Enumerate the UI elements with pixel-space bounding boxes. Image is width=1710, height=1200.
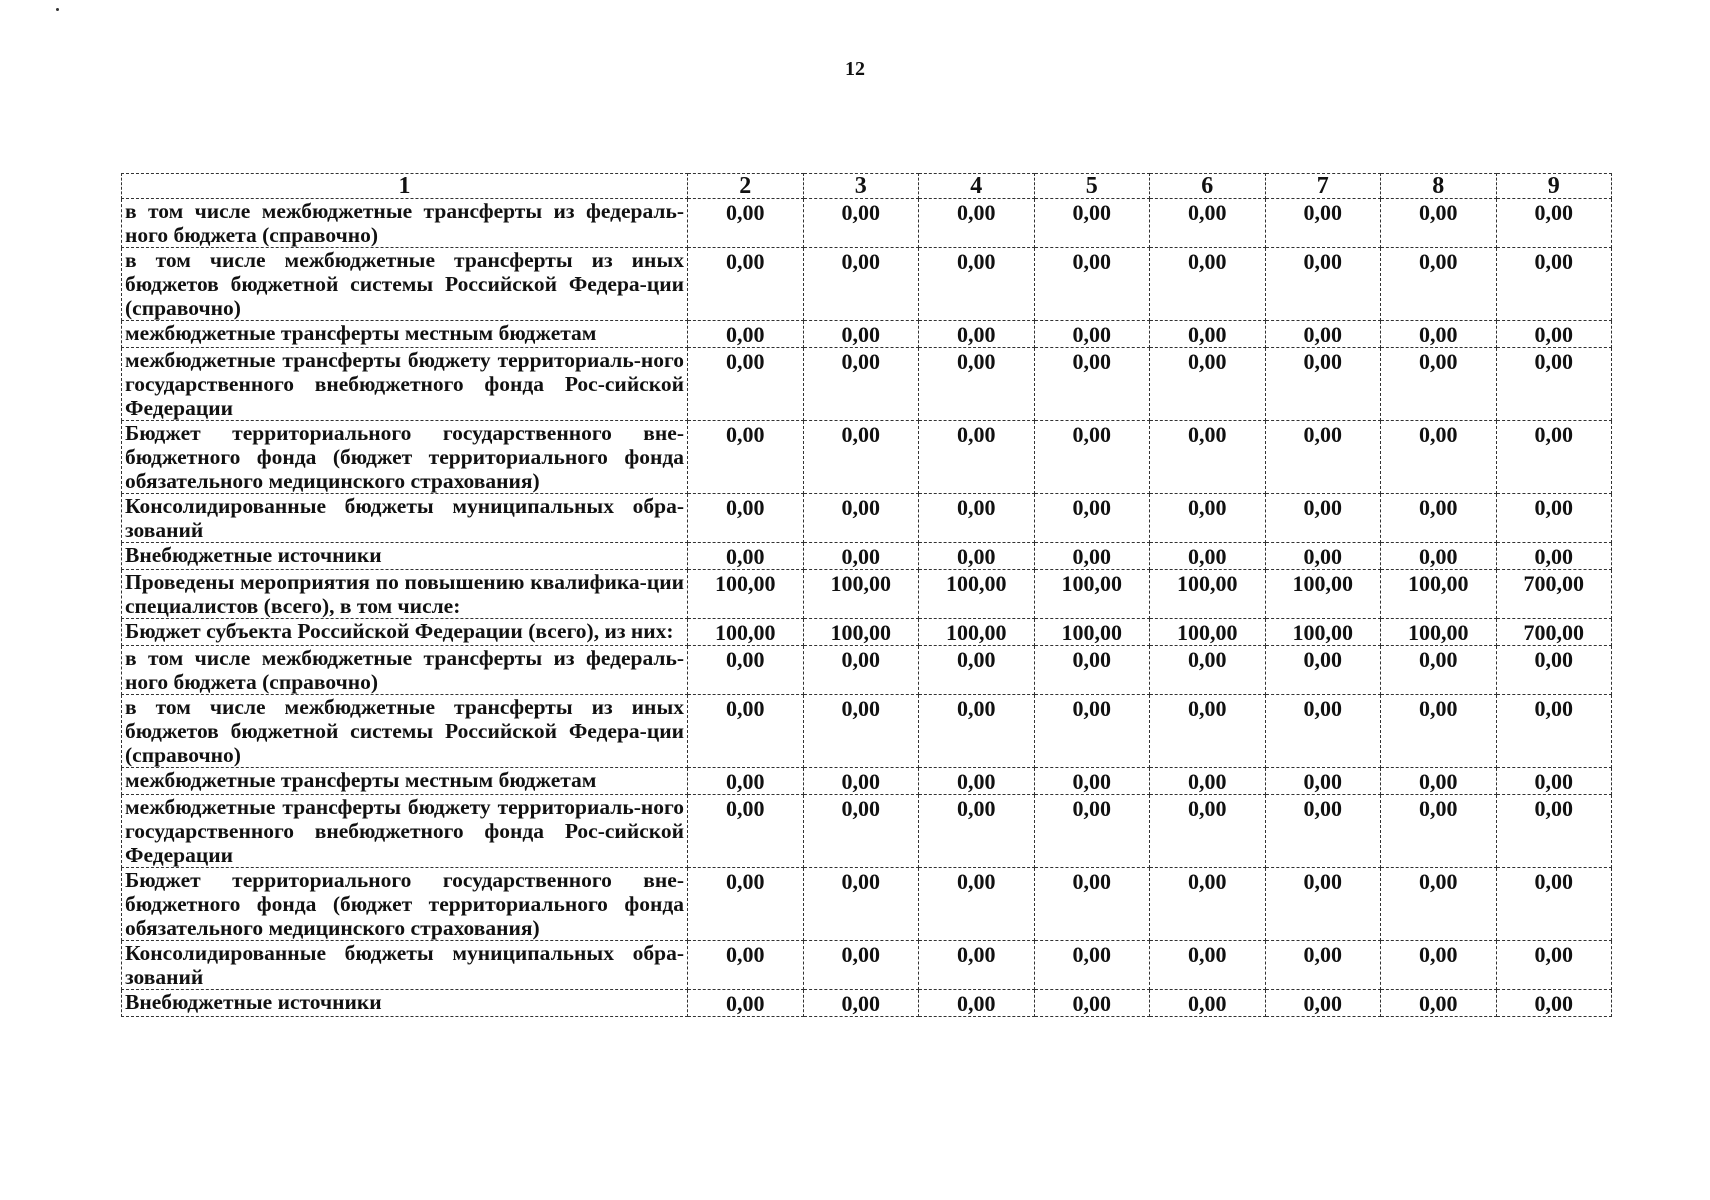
cell-value: 0,00	[803, 868, 919, 941]
cell-value: 0,00	[1381, 868, 1497, 941]
cell-value: 0,00	[688, 695, 804, 768]
cell-value: 0,00	[803, 768, 919, 795]
cell-value: 0,00	[688, 941, 804, 990]
cell-value: 0,00	[1496, 795, 1612, 868]
cell-value: 0,00	[803, 990, 919, 1017]
column-header-1: 1	[122, 174, 688, 199]
table-row	[122, 619, 1612, 646]
cell-value: 0,00	[1034, 990, 1150, 1017]
cell-value: 0,00	[1150, 421, 1266, 494]
budget-table	[121, 173, 1612, 1017]
cell-value: 0,00	[803, 646, 919, 695]
row-label: Проведены мероприятия по повышению квалифика-ции специалистов (всего), в том числе:	[122, 570, 688, 619]
cell-value: 0,00	[1496, 199, 1612, 248]
cell-value: 0,00	[1034, 248, 1150, 321]
cell-value: 0,00	[1381, 768, 1497, 795]
cell-value: 0,00	[688, 543, 804, 570]
row-label: Консолидированные бюджеты муниципальных обра-зований	[122, 494, 688, 543]
cell-value: 0,00	[1381, 494, 1497, 543]
row-label: Консолидированные бюджеты муниципальных обра-зований	[122, 941, 688, 990]
row-label: в том числе межбюджетные трансферты из федераль-ного бюджета (справочно)	[122, 646, 688, 695]
page-number: 12	[845, 58, 865, 80]
cell-value: 0,00	[1034, 695, 1150, 768]
cell-value: 0,00	[1381, 199, 1497, 248]
cell-value: 0,00	[1381, 646, 1497, 695]
table-row	[122, 321, 1612, 348]
row-label: межбюджетные трансферты местным бюджетам	[122, 321, 688, 348]
cell-value: 0,00	[1381, 543, 1497, 570]
cell-value: 0,00	[1496, 646, 1612, 695]
cell-value: 0,00	[1265, 199, 1381, 248]
row-label: межбюджетные трансферты бюджету территориаль-ного государственного внебюджетного фонда Рос-сийской Федерации	[122, 348, 688, 421]
cell-value: 0,00	[803, 494, 919, 543]
cell-value: 0,00	[1496, 321, 1612, 348]
cell-value: 0,00	[1265, 421, 1381, 494]
table-row	[122, 248, 1612, 321]
cell-value: 0,00	[1496, 421, 1612, 494]
cell-value: 0,00	[688, 421, 804, 494]
table-row	[122, 421, 1612, 494]
cell-value: 0,00	[803, 795, 919, 868]
cell-value: 0,00	[1265, 646, 1381, 695]
column-header-6: 6	[1150, 174, 1266, 199]
table-row	[122, 941, 1612, 990]
cell-value: 0,00	[803, 248, 919, 321]
cell-value: 0,00	[688, 348, 804, 421]
table-body	[122, 199, 1612, 1017]
cell-value: 0,00	[688, 768, 804, 795]
cell-value: 0,00	[1496, 941, 1612, 990]
cell-value: 0,00	[1150, 795, 1266, 868]
cell-value: 0,00	[919, 795, 1035, 868]
cell-value: 0,00	[1034, 795, 1150, 868]
cell-value: 0,00	[1496, 494, 1612, 543]
table-row	[122, 543, 1612, 570]
cell-value: 0,00	[1496, 543, 1612, 570]
cell-value: 100,00	[1381, 619, 1497, 646]
row-label: Внебюджетные источники	[122, 543, 688, 570]
column-header-9: 9	[1496, 174, 1612, 199]
cell-value: 700,00	[1496, 570, 1612, 619]
cell-value: 100,00	[1034, 619, 1150, 646]
cell-value: 0,00	[1150, 199, 1266, 248]
cell-value: 0,00	[1496, 348, 1612, 421]
table-row	[122, 768, 1612, 795]
cell-value: 0,00	[919, 695, 1035, 768]
cell-value: 0,00	[1496, 868, 1612, 941]
cell-value: 100,00	[919, 570, 1035, 619]
table-row	[122, 348, 1612, 421]
cell-value: 0,00	[803, 695, 919, 768]
cell-value: 0,00	[1265, 768, 1381, 795]
column-header-2: 2	[688, 174, 804, 199]
column-header-8: 8	[1381, 174, 1497, 199]
column-header-5: 5	[1034, 174, 1150, 199]
cell-value: 0,00	[688, 646, 804, 695]
cell-value: 0,00	[1150, 494, 1266, 543]
cell-value: 0,00	[1381, 348, 1497, 421]
cell-value: 0,00	[1150, 348, 1266, 421]
cell-value: 0,00	[1381, 695, 1497, 768]
table-row	[122, 494, 1612, 543]
cell-value: 0,00	[919, 543, 1035, 570]
cell-value: 100,00	[1150, 570, 1266, 619]
cell-value: 0,00	[1150, 543, 1266, 570]
cell-value: 0,00	[688, 321, 804, 348]
row-label: в том числе межбюджетные трансферты из иных бюджетов бюджетной системы Российской Федера-ции (справочно)	[122, 695, 688, 768]
cell-value: 0,00	[1150, 990, 1266, 1017]
cell-value: 0,00	[1034, 321, 1150, 348]
cell-value: 0,00	[1034, 348, 1150, 421]
cell-value: 0,00	[1150, 248, 1266, 321]
cell-value: 0,00	[688, 248, 804, 321]
table-row	[122, 990, 1612, 1017]
cell-value: 0,00	[1265, 321, 1381, 348]
cell-value: 0,00	[688, 868, 804, 941]
cell-value: 0,00	[919, 768, 1035, 795]
cell-value: 0,00	[1034, 646, 1150, 695]
cell-value: 100,00	[1265, 619, 1381, 646]
cell-value: 100,00	[919, 619, 1035, 646]
cell-value: 0,00	[803, 348, 919, 421]
cell-value: 0,00	[1265, 695, 1381, 768]
cell-value: 0,00	[1034, 543, 1150, 570]
table-row	[122, 646, 1612, 695]
column-header-3: 3	[803, 174, 919, 199]
cell-value: 0,00	[919, 494, 1035, 543]
cell-value: 0,00	[919, 321, 1035, 348]
cell-value: 0,00	[1150, 321, 1266, 348]
cell-value: 0,00	[688, 795, 804, 868]
table-row	[122, 199, 1612, 248]
cell-value: 0,00	[1496, 248, 1612, 321]
cell-value: 100,00	[1265, 570, 1381, 619]
cell-value: 0,00	[919, 248, 1035, 321]
cell-value: 0,00	[919, 868, 1035, 941]
cell-value: 0,00	[803, 321, 919, 348]
cell-value: 100,00	[1381, 570, 1497, 619]
cell-value: 0,00	[1034, 421, 1150, 494]
cell-value: 100,00	[688, 570, 804, 619]
cell-value: 0,00	[1265, 868, 1381, 941]
cell-value: 0,00	[1034, 494, 1150, 543]
cell-value: 0,00	[1381, 795, 1497, 868]
cell-value: 0,00	[1381, 941, 1497, 990]
cell-value: 0,00	[919, 646, 1035, 695]
cell-value: 0,00	[1150, 768, 1266, 795]
row-label: межбюджетные трансферты местным бюджетам	[122, 768, 688, 795]
row-label: Бюджет территориального государственного вне-бюджетного фонда (бюджет территориального фонда обязательного медицинского страхования)	[122, 421, 688, 494]
table-row	[122, 795, 1612, 868]
cell-value: 0,00	[1381, 990, 1497, 1017]
cell-value: 0,00	[1150, 868, 1266, 941]
cell-value: 0,00	[1150, 941, 1266, 990]
cell-value: 0,00	[1034, 768, 1150, 795]
row-label: в том числе межбюджетные трансферты из федераль-ного бюджета (справочно)	[122, 199, 688, 248]
cell-value: 0,00	[1034, 868, 1150, 941]
cell-value: 0,00	[1265, 543, 1381, 570]
cell-value: 0,00	[803, 543, 919, 570]
cell-value: 0,00	[919, 348, 1035, 421]
column-header-4: 4	[919, 174, 1035, 199]
scan-artifact-dot	[56, 8, 59, 11]
cell-value: 0,00	[1496, 990, 1612, 1017]
cell-value: 0,00	[919, 941, 1035, 990]
cell-value: 0,00	[803, 421, 919, 494]
cell-value: 0,00	[688, 990, 804, 1017]
table-row	[122, 695, 1612, 768]
cell-value: 0,00	[1265, 990, 1381, 1017]
row-label: Бюджет субъекта Российской Федерации (всего), из них:	[122, 619, 688, 646]
cell-value: 100,00	[1150, 619, 1266, 646]
cell-value: 0,00	[919, 421, 1035, 494]
cell-value: 100,00	[803, 619, 919, 646]
cell-value: 100,00	[803, 570, 919, 619]
row-label: Внебюджетные источники	[122, 990, 688, 1017]
cell-value: 0,00	[688, 199, 804, 248]
cell-value: 0,00	[1265, 348, 1381, 421]
cell-value: 0,00	[1381, 248, 1497, 321]
row-label: в том числе межбюджетные трансферты из иных бюджетов бюджетной системы Российской Федера-ции (справочно)	[122, 248, 688, 321]
cell-value: 100,00	[688, 619, 804, 646]
row-label: межбюджетные трансферты бюджету территориаль-ного государственного внебюджетного фонда Рос-сийской Федерации	[122, 795, 688, 868]
cell-value: 700,00	[1496, 619, 1612, 646]
cell-value: 0,00	[919, 990, 1035, 1017]
cell-value: 0,00	[1265, 941, 1381, 990]
cell-value: 0,00	[1034, 941, 1150, 990]
row-label: Бюджет территориального государственного вне-бюджетного фонда (бюджет территориального фонда обязательного медицинского страхования)	[122, 868, 688, 941]
table-row	[122, 868, 1612, 941]
cell-value: 0,00	[1381, 421, 1497, 494]
cell-value: 0,00	[1265, 795, 1381, 868]
cell-value: 0,00	[803, 941, 919, 990]
cell-value: 0,00	[1034, 199, 1150, 248]
cell-value: 0,00	[1265, 494, 1381, 543]
cell-value: 0,00	[1265, 248, 1381, 321]
cell-value: 0,00	[1150, 695, 1266, 768]
cell-value: 0,00	[919, 199, 1035, 248]
cell-value: 0,00	[1150, 646, 1266, 695]
column-header-7: 7	[1265, 174, 1381, 199]
cell-value: 0,00	[1496, 695, 1612, 768]
table-row	[122, 570, 1612, 619]
cell-value: 0,00	[1381, 321, 1497, 348]
cell-value: 100,00	[1034, 570, 1150, 619]
table-header-row	[122, 174, 1612, 199]
cell-value: 0,00	[1496, 768, 1612, 795]
cell-value: 0,00	[688, 494, 804, 543]
cell-value: 0,00	[803, 199, 919, 248]
